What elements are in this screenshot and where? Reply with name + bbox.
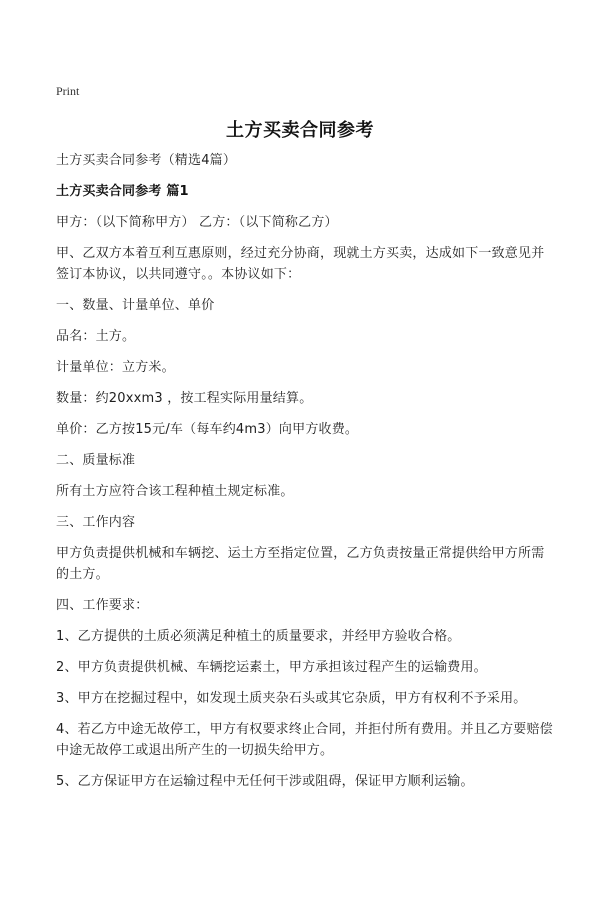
requirement-item-5: 5、乙方保证甲方在运输过程中无任何干涉或阻碍，保证甲方顺利运输。 — [56, 774, 474, 789]
paragraph-unit-price: 单价：乙方按15元/车（每车约4m3）向甲方收费。 — [56, 422, 359, 437]
clause-heading-quality: 二、质量标准 — [56, 453, 136, 468]
clause-heading-work-requirements: 四、工作要求： — [56, 598, 149, 613]
document-body — [56, 150, 556, 802]
print-label: Print — [56, 84, 80, 98]
paragraph-work-content: 甲方负责提供机械和车辆挖、运土方至指定位置，乙方负责按量正常提供给甲方所需的土方。 — [56, 546, 545, 582]
document-subtitle: 土方买卖合同参考（精选4篇） — [56, 153, 237, 168]
requirement-item-4: 4、若乙方中途无故停工，甲方有权要求终止合同，并拒付所有费用。并且乙方要赔偿中途无故停工或退出所产生的一切损失给甲方。 — [56, 722, 553, 758]
requirement-item-3: 3、甲方在挖掘过程中，如发现土质夹杂石头或其它杂质，甲方有权利不予采用。 — [56, 691, 527, 706]
clause-heading-quantity: 一、数量、计量单位、单价 — [56, 298, 215, 313]
paragraph-unit: 计量单位：立方米。 — [56, 360, 175, 375]
paragraph-parties: 甲方：（以下简称甲方） 乙方：（以下简称乙方） — [56, 215, 338, 230]
paragraph-quantity: 数量：约20xxm3 ，按工程实际用量结算。 — [56, 391, 313, 406]
section-heading: 土方买卖合同参考 篇1 — [56, 184, 189, 199]
clause-heading-work-content: 三、工作内容 — [56, 515, 136, 530]
document-title: 土方买卖合同参考 — [226, 120, 374, 141]
paragraph-product-name: 品名：土方。 — [56, 329, 136, 344]
requirement-item-1: 1、乙方提供的土质必须满足种植土的质量要求，并经甲方验收合格。 — [56, 629, 461, 644]
paragraph-intro: 甲、乙双方本着互利互惠原则，经过充分协商，现就土方买卖，达成如下一致意见并签订本协议，以共同遵守。。本协议如下： — [56, 246, 545, 282]
requirement-item-2: 2、甲方负责提供机械、车辆挖运素土，甲方承担该过程产生的运输费用。 — [56, 660, 487, 675]
paragraph-quality: 所有土方应符合该工程种植土规定标准。 — [56, 484, 294, 499]
